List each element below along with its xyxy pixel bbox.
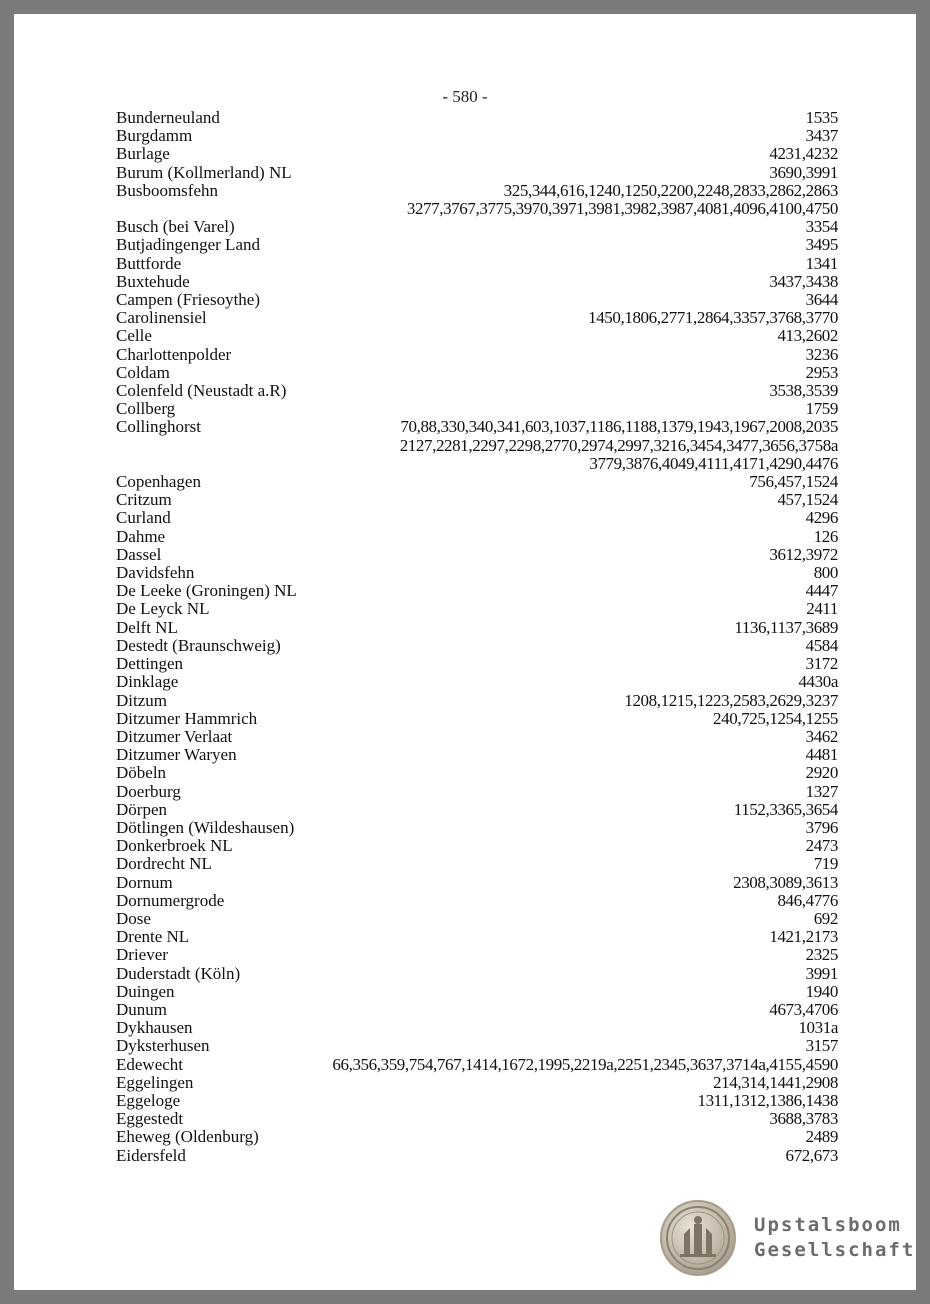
upstalsboom-logo	[660, 1200, 915, 1276]
index-entry	[116, 546, 838, 564]
place-name: Collinghorst	[116, 417, 202, 437]
reference-numbers-continued: 2127,2281,2297,2298,2770,2974,2997,3216,3454,3477,3656,3758a	[399, 435, 838, 455]
place-name: Buxtehude	[116, 271, 190, 291]
place-name: Carolinensiel	[116, 308, 207, 328]
document-page	[14, 14, 916, 1290]
reference-numbers: 4231,4232	[769, 144, 838, 164]
index-entry	[116, 418, 838, 473]
reference-numbers: 2489	[805, 1127, 838, 1147]
place-name: Dunum	[116, 999, 167, 1019]
index-entry	[116, 364, 838, 382]
index-entry-line	[116, 1056, 838, 1074]
reference-numbers: 2920	[805, 763, 838, 783]
place-name: Busboomsfehn	[116, 180, 218, 200]
place-name: Dörpen	[116, 799, 167, 819]
reference-numbers-continued: 3779,3876,4049,4111,4171,4290,4476	[589, 453, 838, 473]
reference-numbers: 126	[813, 526, 838, 546]
index-entry	[116, 1128, 838, 1146]
reference-numbers: 4447	[805, 581, 838, 601]
reference-numbers: 413,2602	[777, 326, 838, 346]
place-name: Ditzumer Verlaat	[116, 726, 233, 746]
index-entry-line	[116, 728, 838, 746]
reference-numbers: 4481	[805, 745, 838, 765]
place-name: De Leeke (Groningen) NL	[116, 581, 297, 601]
place-name: Doerburg	[116, 781, 181, 801]
reference-numbers: 1341	[805, 253, 838, 273]
place-name: Coldam	[116, 362, 170, 382]
place-name: Critzum	[116, 490, 172, 510]
index-entry-line	[116, 509, 838, 527]
place-name: Duderstadt (Köln)	[116, 963, 241, 983]
reference-numbers: 756,457,1524	[749, 472, 838, 492]
index-entry-line	[116, 692, 838, 710]
index-entry	[116, 1147, 838, 1165]
place-name: Dordrecht NL	[116, 854, 212, 874]
index-entry	[116, 582, 838, 600]
place-name: Campen (Friesoythe)	[116, 290, 260, 310]
place-name: Driever	[116, 945, 168, 965]
reference-numbers-continued: 3277,3767,3775,3970,3971,3981,3982,3987,4081,4096,4100,4750	[406, 199, 838, 219]
index-entry	[116, 710, 838, 728]
index-entry-line	[116, 528, 838, 546]
index-entry-line	[116, 1147, 838, 1165]
index-entry-line	[116, 874, 838, 892]
reference-numbers: 3690,3991	[769, 162, 838, 182]
place-name: Charlottenpolder	[116, 344, 232, 364]
reference-numbers: 2953	[805, 362, 838, 382]
reference-numbers: 3991	[805, 963, 838, 983]
index-entry	[116, 655, 838, 673]
index-entry	[116, 1074, 838, 1092]
reference-numbers: 4673,4706	[769, 999, 838, 1019]
index-entry-line	[116, 364, 838, 382]
index-entry	[116, 910, 838, 928]
index-entry	[116, 1037, 838, 1055]
index-entry	[116, 746, 838, 764]
reference-numbers: 3688,3783	[769, 1109, 838, 1129]
index-entry	[116, 1092, 838, 1110]
index-entry-line	[116, 783, 838, 801]
place-name: Burgdamm	[116, 126, 193, 146]
index-entry-line	[116, 892, 838, 910]
index-entry-line	[116, 1019, 838, 1037]
index-entry	[116, 182, 838, 218]
place-name: Dettingen	[116, 654, 184, 674]
index-entry	[116, 564, 838, 582]
index-entry-line	[116, 291, 838, 309]
index-entry	[116, 164, 838, 182]
place-name: Davidsfehn	[116, 563, 195, 583]
index-entry	[116, 783, 838, 801]
place-name: Dahme	[116, 526, 166, 546]
reference-numbers: 719	[813, 854, 838, 874]
reference-numbers: 846,4776	[777, 890, 838, 910]
reference-numbers: 70,88,330,340,341,603,1037,1186,1188,1379,1943,1967,2008,2035	[400, 417, 838, 437]
index-entry-line	[116, 764, 838, 782]
index-entry-line	[116, 1074, 838, 1092]
reference-numbers: 2308,3089,3613	[733, 872, 838, 892]
place-name: Ditzum	[116, 690, 167, 710]
reference-numbers: 4430a	[798, 672, 838, 692]
index-entry	[116, 346, 838, 364]
place-name: Drente NL	[116, 927, 190, 947]
index-entry	[116, 382, 838, 400]
reference-numbers: 3157	[805, 1036, 838, 1056]
index-entry	[116, 1019, 838, 1037]
index-entry	[116, 218, 838, 236]
reference-numbers: 1940	[805, 981, 838, 1001]
reference-numbers: 3354	[805, 217, 838, 237]
index-entry-line	[116, 619, 838, 637]
place-name: Bunderneuland	[116, 108, 220, 127]
reference-numbers: 1327	[805, 781, 838, 801]
reference-numbers: 672,673	[785, 1145, 838, 1165]
reference-numbers: 457,1524	[777, 490, 838, 510]
place-name: Dötlingen (Wildeshausen)	[116, 817, 295, 837]
index-entry-line	[116, 127, 838, 145]
index-entry	[116, 509, 838, 527]
index-entry-line	[116, 600, 838, 618]
index-entry	[116, 600, 838, 618]
reference-numbers: 2325	[805, 945, 838, 965]
place-name: De Leyck NL	[116, 599, 210, 619]
place-name: Dornumergrode	[116, 890, 225, 910]
place-name: Busch (bei Varel)	[116, 217, 235, 237]
place-name: Eggelingen	[116, 1072, 194, 1092]
index-entry-line	[116, 109, 838, 127]
index-entry-line	[116, 582, 838, 600]
reference-numbers: 1421,2173	[769, 927, 838, 947]
index-entry	[116, 1110, 838, 1128]
reference-numbers: 1152,3365,3654	[733, 799, 838, 819]
place-name: Donkerbroek NL	[116, 836, 233, 856]
index-entry-line	[116, 327, 838, 345]
index-entry-line	[116, 546, 838, 564]
index-entry-line	[116, 855, 838, 873]
index-entry-line	[116, 637, 838, 655]
index-entry	[116, 892, 838, 910]
index-entry	[116, 928, 838, 946]
index-entry	[116, 309, 838, 327]
index-entry	[116, 819, 838, 837]
index-entry	[116, 145, 838, 163]
reference-numbers: 3612,3972	[769, 544, 838, 564]
place-name: Edewecht	[116, 1054, 184, 1074]
index-entry-line	[116, 564, 838, 582]
index-entry	[116, 728, 838, 746]
index-entry-line	[116, 801, 838, 819]
reference-numbers: 1311,1312,1386,1438	[697, 1090, 838, 1110]
index-entry-line	[116, 418, 838, 436]
index-entry-line	[116, 819, 838, 837]
place-name: Celle	[116, 326, 152, 346]
place-name: Eidersfeld	[116, 1145, 186, 1165]
index-entry-line	[116, 182, 838, 200]
index-entry-line	[116, 965, 838, 983]
index-entry	[116, 801, 838, 819]
reference-numbers: 1450,1806,2771,2864,3357,3768,3770	[588, 308, 838, 328]
place-name: Eggeloge	[116, 1090, 181, 1110]
index-entry-line	[116, 946, 838, 964]
reference-numbers: 1031a	[798, 1018, 838, 1038]
place-name: Dose	[116, 908, 151, 928]
reference-numbers: 2473	[805, 836, 838, 856]
index-entry	[116, 109, 838, 127]
reference-numbers: 3644	[805, 290, 838, 310]
index-entry	[116, 673, 838, 691]
reference-numbers: 3236	[805, 344, 838, 364]
index-entry-line	[116, 1128, 838, 1146]
index-entry-line	[116, 273, 838, 291]
index-entry-line	[116, 837, 838, 855]
index-entry	[116, 1001, 838, 1019]
reference-numbers: 1208,1215,1223,2583,2629,3237	[624, 690, 838, 710]
index-entry	[116, 1056, 838, 1074]
place-name: Dykhausen	[116, 1018, 193, 1038]
place-name: Dinklage	[116, 672, 179, 692]
reference-numbers: 1759	[805, 399, 838, 419]
index-entry-line	[116, 910, 838, 928]
place-name: Eggestedt	[116, 1109, 184, 1129]
reference-numbers: 3437,3438	[769, 271, 838, 291]
index-entry-line	[116, 746, 838, 764]
index-entry-line	[116, 236, 838, 254]
index-entry-line	[116, 983, 838, 1001]
reference-numbers: 3437	[805, 126, 838, 146]
index-entry-line	[116, 673, 838, 691]
reference-numbers: 3172	[805, 654, 838, 674]
index-entry	[116, 946, 838, 964]
index-entry	[116, 983, 838, 1001]
reference-numbers: 3495	[805, 235, 838, 255]
place-index-list	[116, 109, 838, 1165]
index-entry-line	[116, 1001, 838, 1019]
index-entry-line	[116, 1092, 838, 1110]
reference-numbers: 1535	[805, 108, 838, 127]
place-name: Burlage	[116, 144, 170, 164]
place-name: Butjadingenger Land	[116, 235, 260, 255]
place-name: Destedt (Braunschweig)	[116, 635, 281, 655]
index-entry	[116, 619, 838, 637]
index-entry	[116, 855, 838, 873]
place-name: Colenfeld (Neustadt a.R)	[116, 381, 287, 401]
place-name: Duingen	[116, 981, 175, 1001]
seal-icon	[660, 1200, 736, 1276]
reference-numbers: 800	[813, 563, 838, 583]
reference-numbers: 4296	[805, 508, 838, 528]
reference-numbers: 2411	[806, 599, 838, 619]
place-name: Ditzumer Waryen	[116, 745, 237, 765]
index-entry-line	[116, 346, 838, 364]
reference-numbers: 66,356,359,754,767,1414,1672,1995,2219a,2251,2345,3637,3714a,4155,4590	[332, 1054, 838, 1074]
index-entry	[116, 528, 838, 546]
place-name: Dornum	[116, 872, 173, 892]
index-entry	[116, 473, 838, 491]
index-entry-line	[116, 382, 838, 400]
index-entry	[116, 637, 838, 655]
index-entry	[116, 236, 838, 254]
index-entry-line	[116, 491, 838, 509]
index-entry	[116, 692, 838, 710]
index-entry	[116, 327, 838, 345]
index-entry	[116, 127, 838, 145]
place-name: Delft NL	[116, 617, 178, 637]
index-entry-line	[116, 309, 838, 327]
index-entry	[116, 491, 838, 509]
page-number: - 580 -	[442, 87, 488, 106]
index-entry-line	[116, 145, 838, 163]
place-name: Ditzumer Hammrich	[116, 708, 258, 728]
reference-numbers: 3538,3539	[769, 381, 838, 401]
logo-text-gesellschaft: Gesellschaft	[754, 1239, 916, 1261]
index-entry	[116, 764, 838, 782]
reference-numbers: 3796	[805, 817, 838, 837]
place-name: Buttforde	[116, 253, 182, 273]
reference-numbers: 240,725,1254,1255	[713, 708, 838, 728]
index-entry	[116, 400, 838, 418]
reference-numbers: 1136,1137,3689	[734, 617, 838, 637]
index-entry-line	[116, 400, 838, 418]
reference-numbers: 325,344,616,1240,1250,2200,2248,2833,2862,2863	[503, 180, 838, 200]
reference-numbers: 214,314,1441,2908	[713, 1072, 838, 1092]
index-entry-line	[116, 928, 838, 946]
index-entry-line	[116, 655, 838, 673]
place-name: Curland	[116, 508, 171, 528]
place-name: Eheweg (Oldenburg)	[116, 1127, 259, 1147]
reference-numbers: 4584	[805, 635, 838, 655]
index-entry-line	[116, 1037, 838, 1055]
logo-text-upstalsboom: Upstalsboom	[754, 1214, 902, 1236]
index-entry	[116, 874, 838, 892]
index-entry	[116, 291, 838, 309]
index-entry-line	[116, 218, 838, 236]
place-name: Dyksterhusen	[116, 1036, 210, 1056]
index-entry	[116, 273, 838, 291]
index-entry-line	[116, 710, 838, 728]
index-entry-line	[116, 1110, 838, 1128]
place-name: Copenhagen	[116, 472, 201, 492]
reference-numbers: 692	[813, 908, 838, 928]
place-name: Dassel	[116, 544, 162, 564]
place-name: Burum (Kollmerland) NL	[116, 162, 292, 182]
place-name: Döbeln	[116, 763, 167, 783]
index-entry-line	[116, 255, 838, 273]
index-entry-line	[116, 164, 838, 182]
index-entry	[116, 255, 838, 273]
index-entry	[116, 837, 838, 855]
index-entry-line	[116, 473, 838, 491]
place-name: Collberg	[116, 399, 176, 419]
reference-numbers: 3462	[805, 726, 838, 746]
index-entry	[116, 965, 838, 983]
